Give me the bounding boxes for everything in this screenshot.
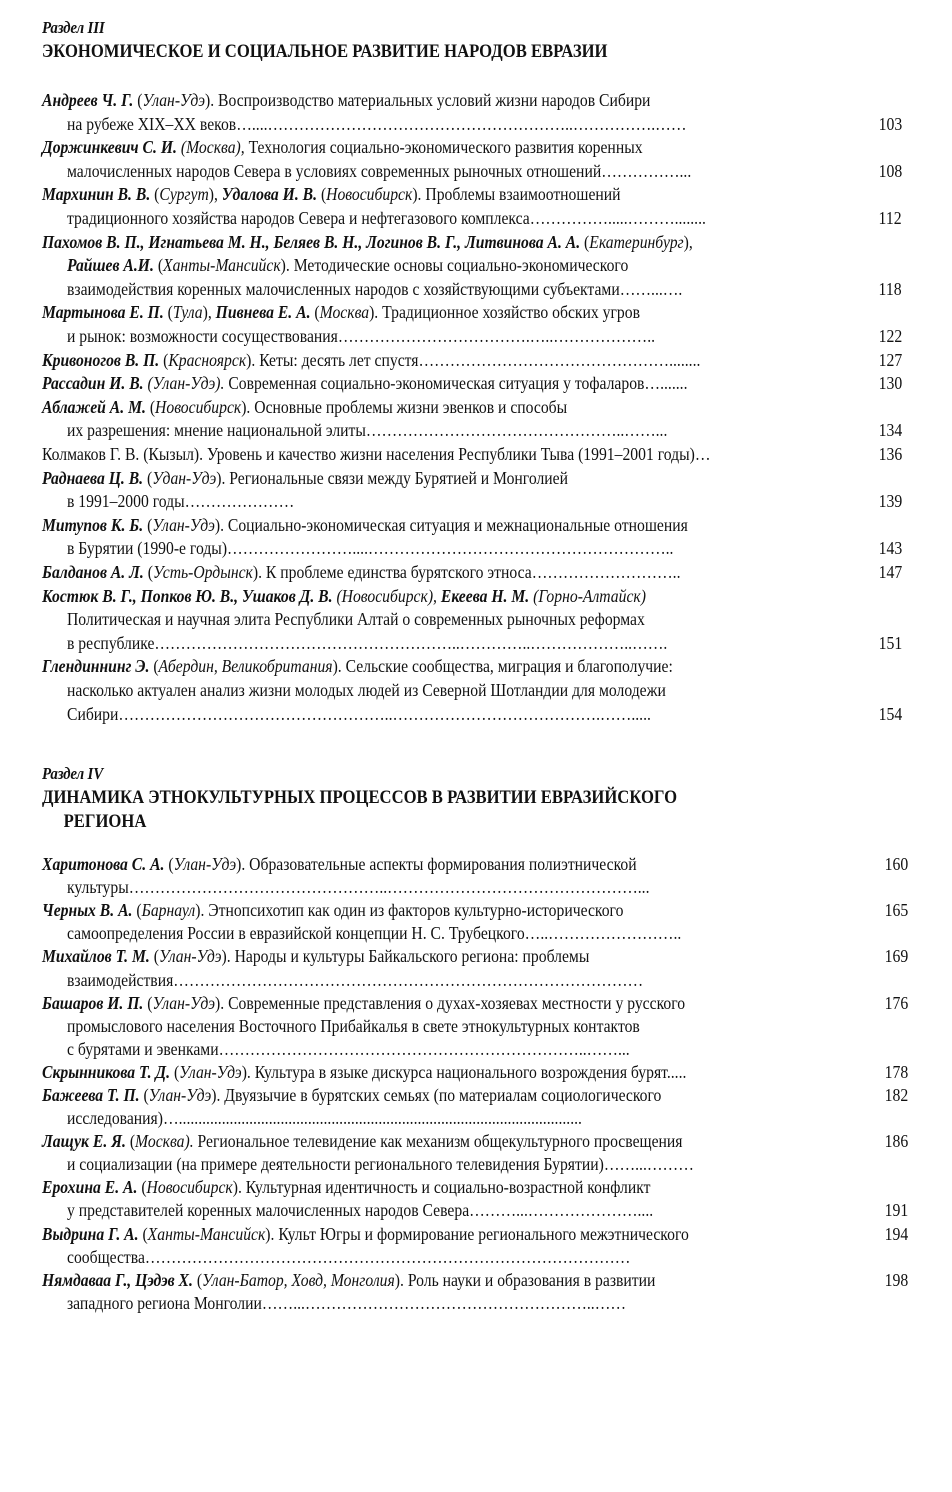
- entry-text: [42, 584, 646, 608]
- entry-text: [42, 135, 643, 159]
- toc-entry-line: [67, 253, 902, 277]
- author-location: Новосибирск: [155, 397, 242, 417]
- title-text: ). Народы и культуры Байкальского региона: проблемы: [221, 946, 590, 966]
- title-text: (: [132, 900, 142, 920]
- toc-entry-line: [67, 159, 902, 183]
- entry-text: [67, 1291, 626, 1315]
- page-number: 176: [884, 993, 908, 1013]
- toc-entry-line: [67, 1106, 902, 1130]
- author-location: (Новосибирск),: [336, 586, 437, 606]
- toc-entry-line: [42, 1222, 908, 1246]
- toc-entry-line: [42, 182, 902, 206]
- entry-text: [42, 442, 710, 466]
- entry-text: [42, 654, 673, 678]
- title-text: ). Современные представления о духах-хозяевах местности у русского: [215, 993, 686, 1013]
- page-number: 169: [884, 946, 908, 966]
- entry-text: [42, 560, 680, 584]
- toc-entry-line: [42, 898, 908, 922]
- title-text: у представителей коренных малочисленных народов Севера………...…………………....: [67, 1200, 654, 1220]
- title-text: (: [317, 184, 327, 204]
- page-number: 165: [884, 900, 908, 920]
- toc-entry-line: [42, 991, 908, 1015]
- toc-entry-line: [67, 631, 902, 655]
- entry-text: [42, 348, 700, 372]
- page-number: 130: [878, 373, 902, 393]
- author-location: Абердин, Великобритания: [158, 656, 333, 676]
- page-number: 122: [878, 326, 902, 346]
- title-text: (: [159, 350, 169, 370]
- author-location: Улан-Удэ: [152, 515, 215, 535]
- section-label: Раздел III: [42, 18, 105, 37]
- title-text: западного региона Монголии……...………………………………………………..……: [67, 1293, 627, 1313]
- title-text: (: [139, 1085, 149, 1105]
- author-name: Балданов А. Л.: [42, 562, 144, 582]
- toc-entry-line: [42, 584, 902, 608]
- author-name: Раднаева Ц. В.: [42, 468, 144, 488]
- toc-entry-line: [42, 513, 902, 537]
- author-name: Глендиннинг Э.: [42, 656, 150, 676]
- author-name: Аблажей А. М.: [42, 397, 146, 417]
- toc-entry-line: [42, 371, 902, 395]
- section-title: [42, 786, 677, 834]
- toc-entry-line: [67, 1245, 902, 1269]
- author-location: Москва).: [135, 1131, 194, 1151]
- toc-entry-line: [67, 607, 902, 631]
- author-name: Башаров И. П.: [42, 993, 144, 1013]
- toc-entry-line: [42, 442, 902, 466]
- title-text: малочисленных народов Севера в условиях современных рыночных отношений……………...: [67, 161, 692, 181]
- toc-entry-line: [67, 875, 902, 899]
- author-location: Удан-Удэ: [152, 468, 217, 488]
- author-name: Екеева Н. М.: [440, 586, 530, 606]
- title-text: (: [580, 232, 590, 252]
- section-title-line: ЭКОНОМИЧЕСКОЕ И СОЦИАЛЬНОЕ РАЗВИТИЕ НАРОДОВ ЕВРАЗИИ: [42, 42, 608, 62]
- entry-text: [42, 300, 640, 324]
- toc-entry-line: [42, 1175, 902, 1199]
- author-location: Барнаул: [141, 900, 196, 920]
- page-number: 160: [884, 854, 908, 874]
- title-text: ). Двуязычие в бурятских семьях (по материалам социологического: [211, 1085, 662, 1105]
- title-text: ),: [683, 232, 693, 252]
- entry-text: [67, 1198, 653, 1222]
- toc-entry-line: [67, 968, 902, 992]
- title-text: ). Воспроизводство материальных условий жизни народов Сибири: [205, 90, 651, 110]
- entry-text: [42, 182, 621, 206]
- entry-text: [67, 702, 651, 726]
- author-location: Улан-Удэ: [179, 1062, 242, 1082]
- page-number: 136: [878, 444, 902, 464]
- title-text: в 1991–2000 годы…………………: [67, 491, 295, 511]
- entry-text: [42, 395, 567, 419]
- title-text: их разрешения: мнение национальной элиты…………………………………………..……...: [67, 420, 668, 440]
- toc-entry-line: [67, 324, 902, 348]
- entry-text: [42, 1060, 686, 1084]
- title-text: (: [143, 515, 153, 535]
- title-text: (: [138, 1224, 148, 1244]
- entry-text: [42, 230, 693, 254]
- author-location: Улан-Удэ: [158, 946, 222, 966]
- entry-text: [67, 631, 667, 655]
- author-name: Ерохина Е. А.: [42, 1177, 138, 1197]
- title-text: (: [163, 302, 173, 322]
- toc-entry-line: [67, 702, 902, 726]
- page-number: 134: [878, 420, 902, 440]
- entry-text: [42, 944, 589, 968]
- title-text: промыслового населения Восточного Прибайкалья в свете этнокультурных контактов: [67, 1016, 640, 1036]
- author-location: Улан-Батор, Ховд, Монголия: [202, 1270, 395, 1290]
- author-name: Михайлов Т. М.: [42, 946, 150, 966]
- author-name: Бажеева Т. П.: [42, 1085, 140, 1105]
- entry-text: [42, 466, 568, 490]
- toc-entry-line: [42, 466, 902, 490]
- title-text: (: [143, 993, 153, 1013]
- toc-entry-line: [67, 536, 902, 560]
- author-location: Новосибирск: [146, 1177, 233, 1197]
- entry-text: [42, 852, 637, 876]
- title-text: Современная социально-экономическая ситуация у тофаларов….......: [224, 373, 688, 393]
- title-text: ),: [202, 302, 216, 322]
- toc-entry-line: [42, 560, 902, 584]
- author-name: Лащук Е. Я.: [42, 1131, 126, 1151]
- page-number: 147: [878, 562, 902, 582]
- author-name: Черных В. А.: [42, 900, 133, 920]
- page-number: 151: [878, 633, 902, 653]
- entry-text: [67, 968, 643, 992]
- entry-text: [67, 1106, 582, 1130]
- entry-text: [42, 1222, 689, 1246]
- title-text: взаимодействия………………………………………………………………………………: [67, 970, 644, 990]
- author-location: (Москва),: [180, 137, 245, 157]
- title-text: и социализации (на примере деятельности регионального телевидения Бурятии)……...………: [67, 1154, 694, 1174]
- author-name: Костюк В. Г., Попков Ю. В., Ушаков Д. В.: [42, 586, 333, 606]
- author-name: Доржинкевич С. И.: [42, 137, 177, 157]
- title-text: (: [310, 302, 320, 322]
- title-text: (: [137, 1177, 147, 1197]
- toc-entry-line: [42, 654, 902, 678]
- title-text: (: [133, 90, 143, 110]
- toc-entry-line: [42, 852, 908, 876]
- author-location: Улан-Удэ: [173, 854, 237, 874]
- author-location: Тула: [172, 302, 203, 322]
- toc-entry-line: [67, 489, 902, 513]
- toc-entry-line: [67, 1291, 902, 1315]
- entry-text: [67, 324, 655, 348]
- entry-text: [42, 88, 650, 112]
- entry-text: [67, 607, 645, 631]
- title-text: ). Культурная идентичность и социально-возрастной конфликт: [232, 1177, 651, 1197]
- title-text: (: [125, 1131, 136, 1151]
- title-text: в Бурятии (1990-е годы)……………………....…………………………………………………..: [67, 538, 674, 558]
- page-number: 198: [884, 1270, 908, 1290]
- author-name: Мартынова Е. П.: [42, 302, 164, 322]
- author-location: Усть-Ордынск: [152, 562, 253, 582]
- toc-entry-line: [42, 395, 902, 419]
- toc-entry-line: [42, 300, 902, 324]
- title-text: ). Роль науки и образования в развитии: [394, 1270, 656, 1290]
- title-text: (: [149, 656, 159, 676]
- title-text: исследования)….......................................................................................................: [67, 1108, 582, 1128]
- author-location: Улан-Удэ: [148, 1085, 212, 1105]
- author-location: Москва: [319, 302, 370, 322]
- entry-text: [67, 418, 667, 442]
- author-location: Ханты-Мансийск: [163, 255, 281, 275]
- page-number: 108: [878, 161, 902, 181]
- page-number: 112: [878, 208, 902, 228]
- entry-text: [67, 1152, 694, 1176]
- toc-entry-line: [42, 348, 902, 372]
- page-number: 127: [878, 350, 902, 370]
- section-title-line: РЕГИОНА: [63, 812, 147, 832]
- toc-entry-line: [67, 1037, 902, 1061]
- title-text: ). Основные проблемы жизни эвенков и способы: [241, 397, 568, 417]
- author-location: Улан-Удэ: [152, 993, 216, 1013]
- title-text: сообщества…………………………………………………………………………………: [67, 1247, 631, 1267]
- author-name: Выдрина Г. А.: [42, 1224, 139, 1244]
- title-text: ),: [208, 184, 222, 204]
- author-name: Кривоногов В. П.: [42, 350, 160, 370]
- title-text: ). Кеты: десять лет спустя…………………………………………........: [246, 350, 701, 370]
- toc-entry-line: [42, 88, 902, 112]
- page-number: 118: [878, 279, 902, 299]
- author-name: Пахомов В. П., Игнатьева М. Н., Беляев В. Н., Логинов В. Г., Литвинова А. А.: [42, 232, 581, 252]
- author-name: Харитонова С. А.: [42, 854, 165, 874]
- toc-entry-line: [42, 944, 908, 968]
- title-text: (: [192, 1270, 203, 1290]
- title-text: Технология социально-экономического развития коренных: [244, 137, 643, 157]
- title-text: Политическая и научная элита Республики Алтай о современных рыночных реформах: [67, 609, 645, 629]
- author-location: Красноярск: [168, 350, 247, 370]
- entry-text: [67, 277, 682, 301]
- title-text: (: [150, 184, 160, 204]
- toc-entry-line: [67, 112, 902, 136]
- toc-entry-line: [67, 678, 902, 702]
- title-text: Региональное телевидение как механизм общекультурного просвещения: [193, 1131, 683, 1151]
- entry-text: [67, 159, 691, 183]
- toc-entry-line: [67, 1198, 908, 1222]
- entry-text: [67, 875, 650, 899]
- entry-text: [67, 1037, 630, 1061]
- title-text: (: [145, 397, 156, 417]
- entry-text: [67, 253, 628, 277]
- toc-entry-line: [42, 1129, 908, 1153]
- title-text: и рынок: возможности сосуществования……………………………….…..………………..: [67, 326, 656, 346]
- title-text: ). Методические основы социально-экономического: [280, 255, 629, 275]
- section-title: [42, 40, 608, 64]
- title-text: ). Социально-экономическая ситуация и межнациональные отношения: [214, 515, 688, 535]
- toc-entry-line: [42, 230, 902, 254]
- title-text: на рубеже XIX–XX веков…....…………………………………………………..…………….……: [67, 114, 687, 134]
- title-text: культуры…………………………………………..…………………………………………...: [67, 877, 650, 897]
- title-text: взаимодействия коренных малочисленных народов с хозяйствующими субъектами……...….: [67, 279, 683, 299]
- page-number: 139: [878, 491, 902, 511]
- author-name: Пивнева Е. А.: [215, 302, 311, 322]
- entry-text: [67, 1014, 640, 1038]
- author-name: Удалова И. В.: [221, 184, 318, 204]
- title-text: Колмаков Г. В. (Кызыл). Уровень и качество жизни населения Республики Тыва (1991–2001 годы)…: [42, 444, 711, 464]
- title-text: самоопределения России в евразийской концепции Н. С. Трубецкого…..……………………..: [67, 923, 682, 943]
- title-text: Сибири……………………………………………..………………………………….…….....: [67, 704, 651, 724]
- entry-text: [67, 206, 706, 230]
- title-text: ). Традиционное хозяйство обских угров: [369, 302, 640, 322]
- title-text: с бурятами и эвенками……………………………………………………………..……...: [67, 1039, 630, 1059]
- page-number: 178: [884, 1062, 908, 1082]
- title-text: (: [143, 468, 153, 488]
- toc-entry-line: [42, 1268, 908, 1292]
- toc-entry-line: [67, 206, 902, 230]
- toc-entry-line: [67, 921, 902, 945]
- page-number: 182: [884, 1085, 908, 1105]
- title-text: (: [164, 854, 174, 874]
- toc-entry-line: [42, 1060, 908, 1084]
- title-text: традиционного хозяйства народов Севера и нефтегазового комплекса…………….....………........: [67, 208, 706, 228]
- title-text: ). Проблемы взаимоотношений: [412, 184, 621, 204]
- page-number: 186: [884, 1131, 908, 1151]
- title-text: ). Образовательные аспекты формирования полиэтнической: [236, 854, 637, 874]
- entry-text: [42, 991, 685, 1015]
- entry-text: [42, 1268, 655, 1292]
- author-name: Рассадин И. В.: [42, 373, 144, 393]
- author-name: Митупов К. Б.: [42, 515, 144, 535]
- entry-text: [67, 536, 673, 560]
- toc-entry-line: [42, 135, 902, 159]
- toc-entry-line: [42, 1083, 908, 1107]
- section-title-line: ДИНАМИКА ЭТНОКУЛЬТУРНЫХ ПРОЦЕССОВ В РАЗВИТИИ ЕВРАЗИЙСКОГО: [42, 788, 678, 808]
- title-text: (: [149, 946, 159, 966]
- author-location: (Улан-Удэ).: [147, 373, 225, 393]
- author-name: Скрынникова Т. Д.: [42, 1062, 171, 1082]
- title-text: ). Культ Югры и формирование регионального межэтнического: [265, 1224, 689, 1244]
- page-number: 194: [884, 1224, 908, 1244]
- author-name: Нямдаваа Г., Цэдэв Х.: [42, 1270, 193, 1290]
- entry-text: [42, 371, 688, 395]
- entry-text: [67, 1245, 630, 1269]
- title-text: ). Региональные связи между Бурятией и Монголией: [216, 468, 568, 488]
- toc-entry-line: [67, 1152, 902, 1176]
- entry-text: [42, 513, 688, 537]
- author-location: Улан-Удэ: [142, 90, 206, 110]
- entry-text: [67, 678, 666, 702]
- entry-text: [67, 112, 687, 136]
- entry-text: [67, 921, 681, 945]
- author-name: Андреев Ч. Г.: [42, 90, 134, 110]
- entry-text: [67, 489, 294, 513]
- title-text: ). Сельские сообщества, миграция и благополучие:: [332, 656, 673, 676]
- author-name: Мархинин В. В.: [42, 184, 151, 204]
- title-text: насколько актуален анализ жизни молодых людей из Северной Шотландии для молодежи: [67, 680, 666, 700]
- entry-text: [42, 1083, 661, 1107]
- author-location: Екатеринбург: [589, 232, 684, 252]
- title-text: ). К проблеме единства бурятского этноса………………………..: [252, 562, 681, 582]
- author-location: Новосибирск: [326, 184, 413, 204]
- section-label: Раздел IV: [42, 764, 104, 783]
- page-number: 143: [878, 538, 902, 558]
- title-text: (: [153, 255, 164, 275]
- title-text: (: [143, 562, 153, 582]
- title-text: ). Культура в языке дискурса национального возрождения бурят.....: [241, 1062, 687, 1082]
- toc-entry-line: [67, 277, 902, 301]
- toc-entry-line: [67, 418, 902, 442]
- page-number: 154: [878, 704, 902, 724]
- author-location: Сургут: [159, 184, 209, 204]
- entry-text: [42, 898, 623, 922]
- author-name: Райшев А.И.: [67, 255, 154, 275]
- author-location: (Горно-Алтайск): [533, 586, 646, 606]
- title-text: (: [170, 1062, 180, 1082]
- entry-text: [42, 1175, 651, 1199]
- author-location: Ханты-Мансийск: [147, 1224, 266, 1244]
- title-text: в республике…………………………………………………..…………..………………..…….: [67, 633, 668, 653]
- entry-text: [42, 1129, 682, 1153]
- page-number: 191: [884, 1200, 908, 1220]
- page-number: 103: [878, 114, 902, 134]
- title-text: ). Этнопсихотип как один из факторов культурно-исторического: [195, 900, 624, 920]
- toc-entry-line: [67, 1014, 902, 1038]
